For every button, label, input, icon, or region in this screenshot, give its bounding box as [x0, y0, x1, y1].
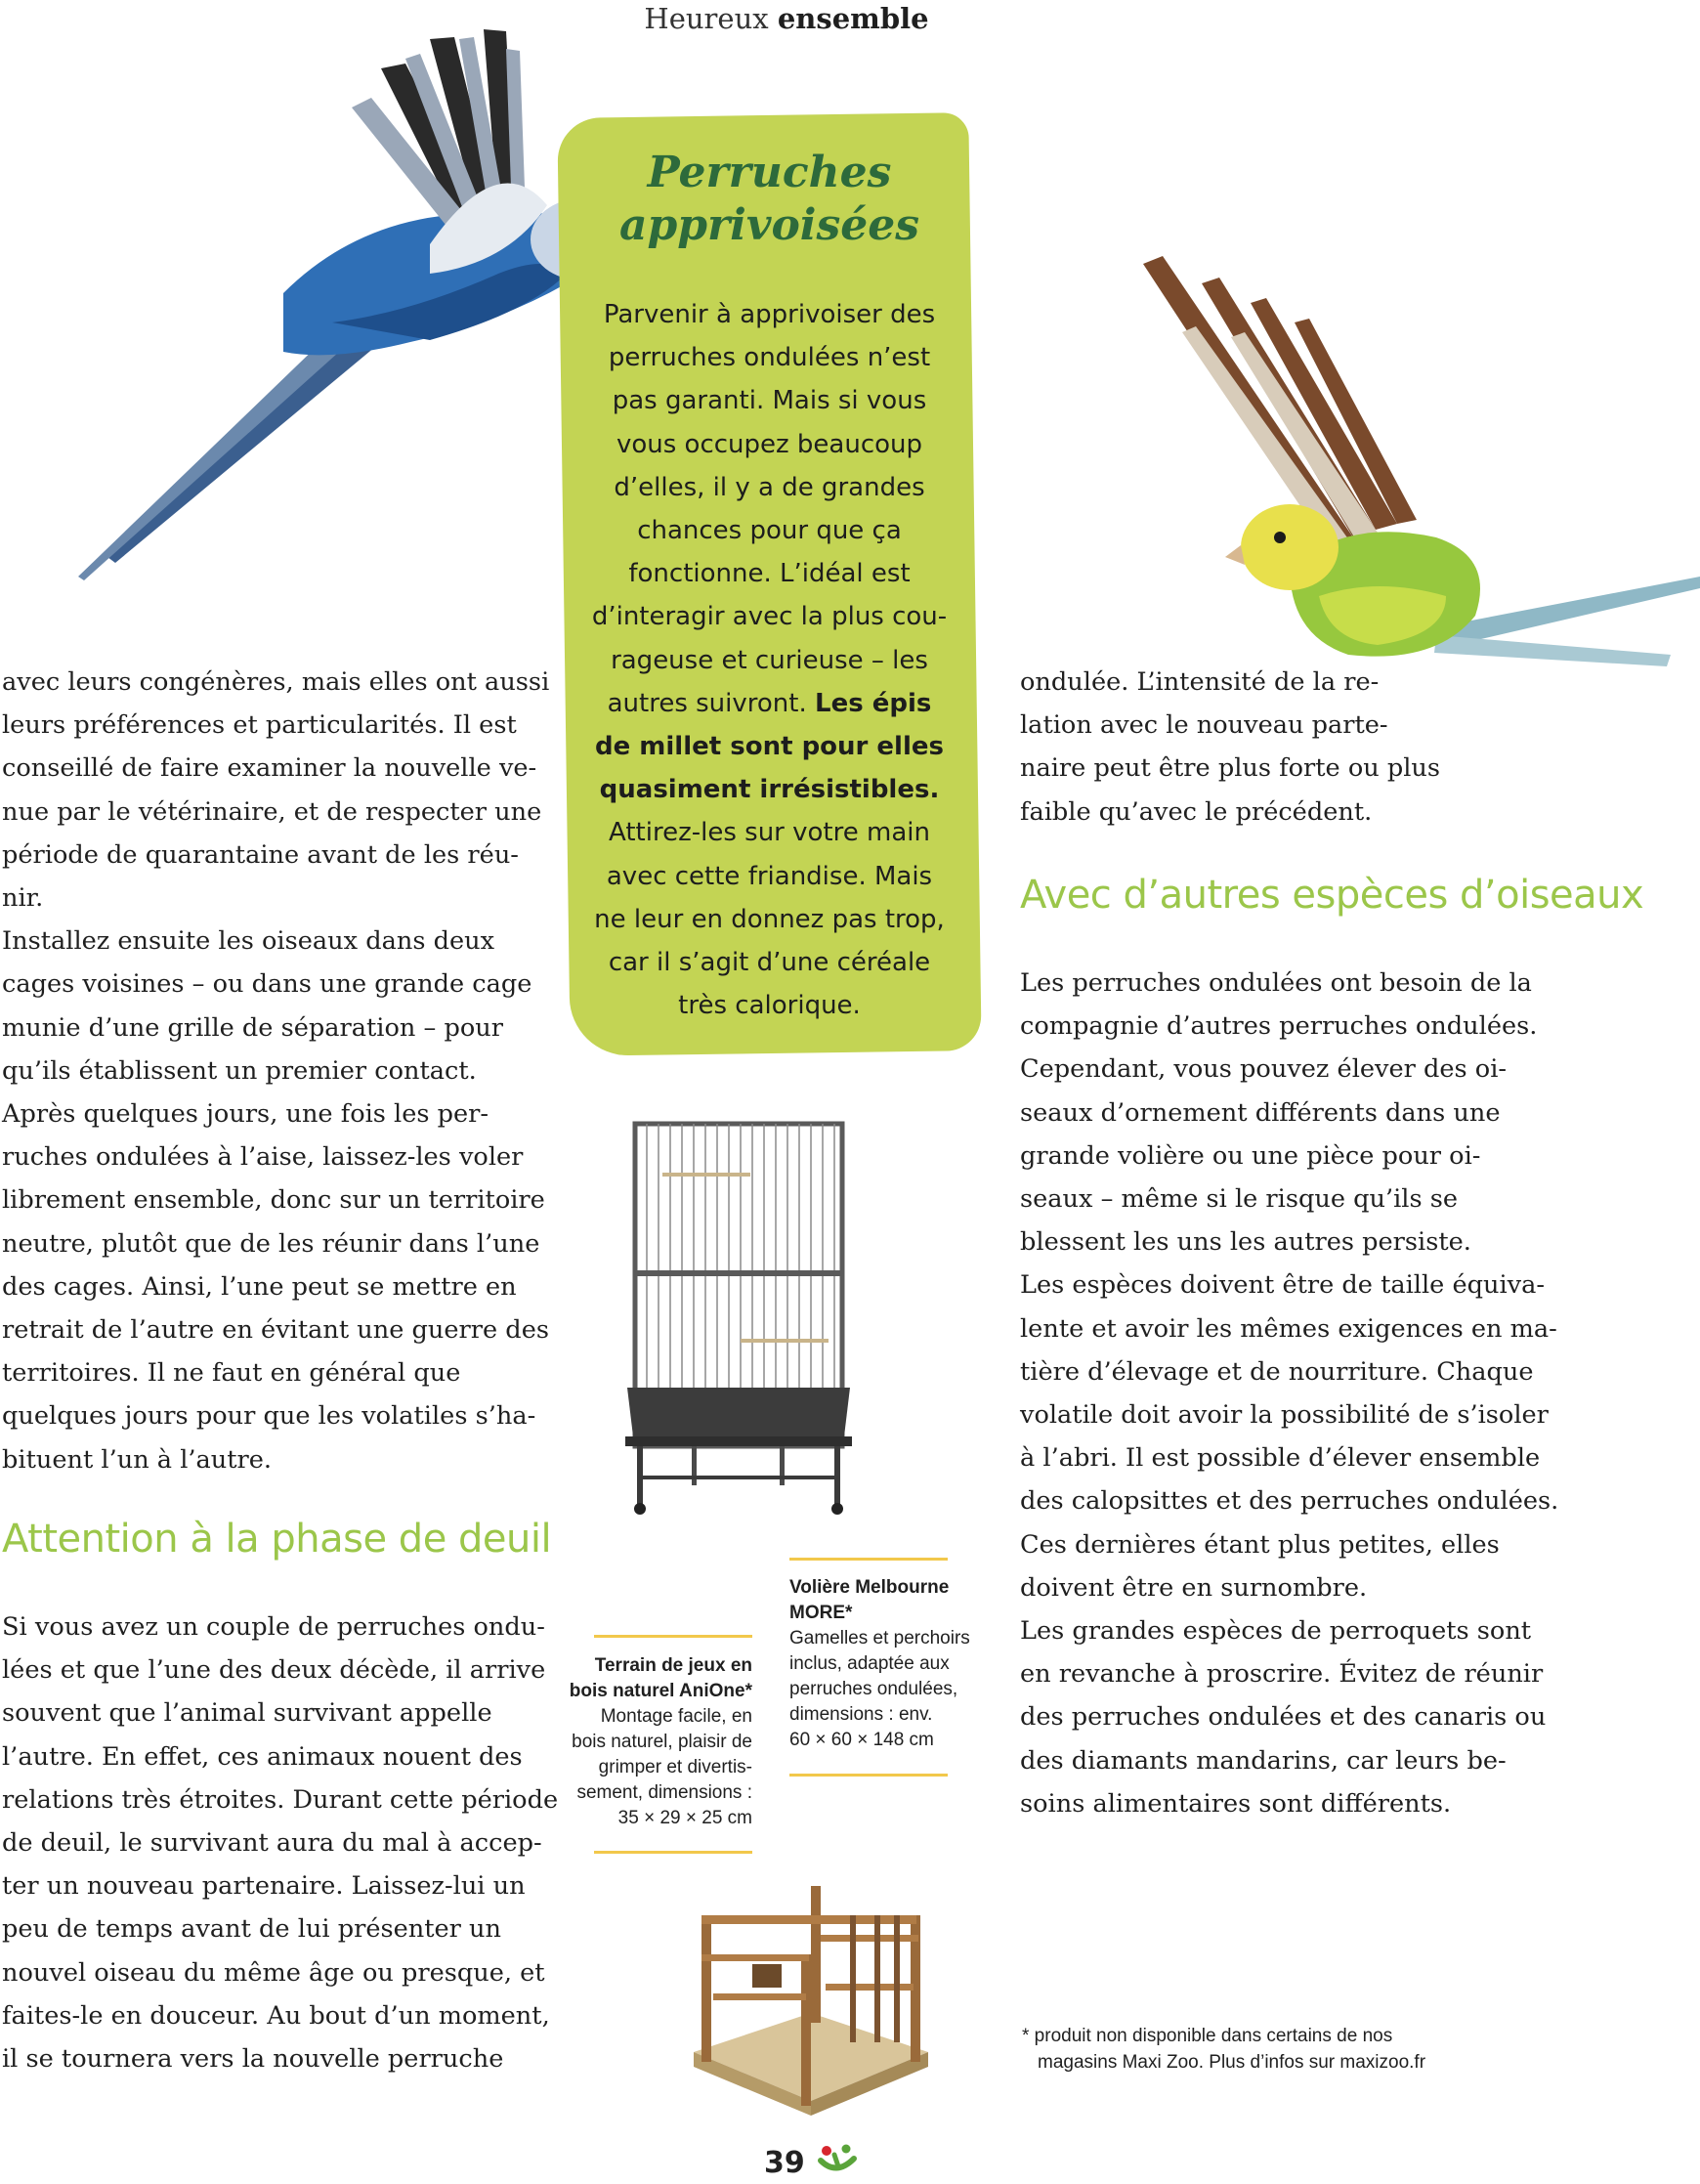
- tip-line: Parvenir à apprivoiser des: [603, 300, 936, 329]
- caption-desc-line: bois naturel, plaisir de: [572, 1732, 752, 1752]
- text-line: peu de temps avant de lui présenter un: [2, 1914, 502, 1945]
- tip-line: [547, 682, 992, 725]
- text-line: faible qu’avec le précédent.: [1020, 796, 1373, 827]
- caption-desc-line: perruches ondulées,: [789, 1679, 958, 1699]
- tip-box-title: [564, 147, 975, 252]
- text-line: lation avec le nouveau parte-: [1020, 710, 1388, 741]
- tip-line: vous occupez beaucoup: [616, 429, 923, 459]
- text-line: compagnie d’autres perruches ondulées.: [1020, 1011, 1538, 1042]
- text-line: seaux – même si le risque qu’ils se: [1020, 1184, 1459, 1215]
- caption-desc-line: inclus, adaptée aux: [789, 1653, 950, 1674]
- text-line: à l’abri. Il est possible d’élever ensemble: [1020, 1443, 1541, 1474]
- right-column-text: [1020, 962, 1606, 1825]
- text-line: cages voisines – ou dans une grande cage: [2, 969, 532, 1000]
- tip-box-title-line: apprivoisées: [618, 200, 920, 250]
- text-line: leurs préférences et particularités. Il est: [2, 710, 517, 741]
- tip-line-bold: quasiment irrésistibles.: [599, 775, 940, 805]
- text-line: nouvel oiseau du même âge ou presque, et: [2, 1957, 545, 1988]
- tip-line: pas garanti. Mais si vous: [612, 386, 927, 416]
- text-line: nir.: [2, 883, 44, 914]
- caption-title-line: Terrain de jeux en: [594, 1655, 752, 1676]
- text-line: retrait de l’autre en évitant une guerre des: [2, 1315, 549, 1346]
- text-line: Les grandes espèces de perroquets sont: [1020, 1616, 1532, 1647]
- text-line: des calopsittes et des perruches ondulées.: [1020, 1486, 1559, 1517]
- running-header-prefix: Heureux: [644, 2, 769, 35]
- text-line: des diamants mandarins, car leurs be-: [1020, 1745, 1507, 1776]
- right-column-intro: [1020, 661, 1567, 834]
- running-header-bold: ensemble: [777, 2, 929, 35]
- text-line: Les espèces doivent être de taille équiva-: [1020, 1270, 1546, 1301]
- text-line: l’autre. En effet, ces animaux nouent des: [2, 1741, 523, 1772]
- caption-desc-line: 35 × 29 × 25 cm: [617, 1808, 752, 1828]
- text-line: Installez ensuite les oiseaux dans deux: [2, 926, 495, 957]
- tip-box-title-line: Perruches: [647, 148, 892, 197]
- caption-title-line: Volière Melbourne: [789, 1577, 950, 1598]
- tip-line: perruches ondulées n’est: [608, 343, 931, 373]
- text-line: avec leurs congénères, mais elles ont aussi: [2, 667, 550, 697]
- tip-line: très calorique.: [678, 991, 861, 1021]
- deuil-text: [2, 1606, 559, 2080]
- caption-desc-line: Montage facile, en: [600, 1706, 752, 1727]
- tip-line-bold: Les épis: [815, 688, 932, 718]
- wooden-playground-image: [684, 1876, 938, 2120]
- section-heading-deuil: Attention à la phase de deuil: [2, 1517, 552, 1562]
- text-line: bituent l’un à l’autre.: [2, 1444, 273, 1475]
- text-line: blessent les uns les autres persiste.: [1020, 1227, 1471, 1258]
- caption-desc-line: grimper et divertis-: [598, 1757, 752, 1777]
- caption-rule-bottom: [594, 1851, 752, 1854]
- tip-line: rageuse et curieuse – les: [611, 645, 928, 675]
- text-line: Cependant, vous pouvez élever des oi-: [1020, 1054, 1508, 1085]
- text-line: conseillé de faire examiner la nouvelle ve-: [2, 753, 537, 784]
- tip-line: avec cette friandise. Mais: [606, 861, 933, 891]
- text-line: en revanche à proscrire. Évitez de réunir: [1020, 1659, 1544, 1690]
- tip-box-text: [547, 293, 992, 1027]
- text-line: territoires. Il ne faut en général que: [2, 1358, 461, 1389]
- caption-rule-top: [789, 1558, 948, 1561]
- caption-rule-top: [594, 1635, 752, 1638]
- bird-cage-image: [623, 1114, 858, 1524]
- tip-line: Attirez-les sur votre main: [609, 818, 930, 848]
- caption-desc-line: Gamelles et perchoirs: [789, 1628, 970, 1649]
- tip-line: ne leur en donnez pas trop,: [594, 904, 945, 934]
- caption-desc-line: sement, dimensions :: [576, 1782, 752, 1803]
- caption-title-line: MORE*: [789, 1603, 853, 1623]
- text-line: doivent être en surnombre.: [1020, 1572, 1368, 1603]
- text-line: Après quelques jours, une fois les per-: [2, 1099, 489, 1130]
- tip-line-bold: de millet sont pour elles: [595, 732, 944, 762]
- section-heading-autres-especes: Avec d’autres espèces d’oiseaux: [1020, 873, 1644, 918]
- text-line: lées et que l’une des deux décède, il arrive: [2, 1655, 546, 1686]
- text-line: ruches ondulées à l’aise, laissez-les voler: [2, 1142, 524, 1173]
- tip-line-regular: autres suivront.: [607, 688, 807, 718]
- text-line: soins alimentaires sont différents.: [1020, 1788, 1452, 1819]
- caption-desc-line: dimensions : env.: [789, 1704, 933, 1725]
- text-line: des perruches ondulées et des canaris ou: [1020, 1702, 1547, 1733]
- text-line: quelques jours pour que les volatiles s’ha-: [2, 1401, 536, 1432]
- caption-title-line: bois naturel AniOne*: [569, 1681, 752, 1701]
- text-line: nue par le vétérinaire, et de respecter une: [2, 796, 542, 827]
- text-line: lente et avoir les mêmes exigences en ma-: [1020, 1313, 1557, 1344]
- text-line: seaux d’ornement différents dans une: [1020, 1097, 1501, 1128]
- tip-line: d’elles, il y a de grandes: [614, 472, 925, 502]
- page-number: 39: [764, 2146, 805, 2180]
- text-line: Si vous avez un couple de perruches ondu-: [2, 1612, 545, 1642]
- text-line: tière d’élevage et de nourriture. Chaque: [1020, 1356, 1534, 1387]
- maxi-zoo-logo-icon: [817, 2143, 858, 2176]
- left-column-text: [2, 661, 549, 1481]
- caption-desc-line: 60 × 60 × 148 cm: [789, 1730, 934, 1750]
- text-line: Ces dernières étant plus petites, elles: [1020, 1529, 1500, 1560]
- text-line: Les perruches ondulées ont besoin de la: [1020, 968, 1532, 998]
- text-line: librement ensemble, donc sur un territoire: [2, 1185, 545, 1216]
- text-line: il se tournera vers la nouvelle perruche: [2, 2044, 504, 2075]
- tip-line: car il s’agit d’une céréale: [608, 948, 931, 978]
- text-line: neutre, plutôt que de les réunir dans l’une: [2, 1228, 540, 1259]
- text-line: grande volière ou une pièce pour oi-: [1020, 1140, 1481, 1171]
- footnote-line: * produit non disponible dans certains de nos: [1022, 2026, 1393, 2046]
- text-line: de deuil, le survivant aura du mal à accep-: [2, 1828, 542, 1859]
- text-line: ter un nouveau partenaire. Laissez-lui un: [2, 1871, 526, 1902]
- product-caption-terrain: [547, 1653, 752, 1831]
- tip-line: d’interagir avec la plus cou-: [591, 602, 948, 632]
- text-line: relations très étroites. Durant cette période: [2, 1784, 559, 1815]
- text-line: faites-le en douceur. Au bout d’un moment,: [2, 2000, 550, 2031]
- tip-line: fonctionne. L’idéal est: [628, 559, 911, 589]
- tip-line: chances pour que ça: [637, 516, 902, 546]
- green-budgie-image: [1124, 244, 1700, 733]
- footnote: [1022, 2023, 1425, 2076]
- text-line: munie d’une grille de séparation – pour: [2, 1012, 503, 1043]
- text-line: naire peut être plus forte ou plus: [1020, 753, 1441, 784]
- footnote-line: magasins Maxi Zoo. Plus d’infos sur maxizoo.fr: [1038, 2052, 1426, 2073]
- text-line: volatile doit avoir la possibilité de s’isoler: [1020, 1400, 1549, 1431]
- text-line: souvent que l’animal survivant appelle: [2, 1698, 492, 1729]
- text-line: des cages. Ainsi, l’une peut se mettre en: [2, 1271, 517, 1302]
- text-line: qu’ils établissent un premier contact.: [2, 1055, 477, 1086]
- text-line: période de quarantaine avant de les réu-: [2, 839, 519, 870]
- blue-budgie-image: [39, 29, 625, 577]
- caption-rule-bottom: [789, 1774, 948, 1777]
- product-caption-voliere: [789, 1575, 970, 1753]
- text-line: ondulée. L’intensité de la re-: [1020, 667, 1380, 697]
